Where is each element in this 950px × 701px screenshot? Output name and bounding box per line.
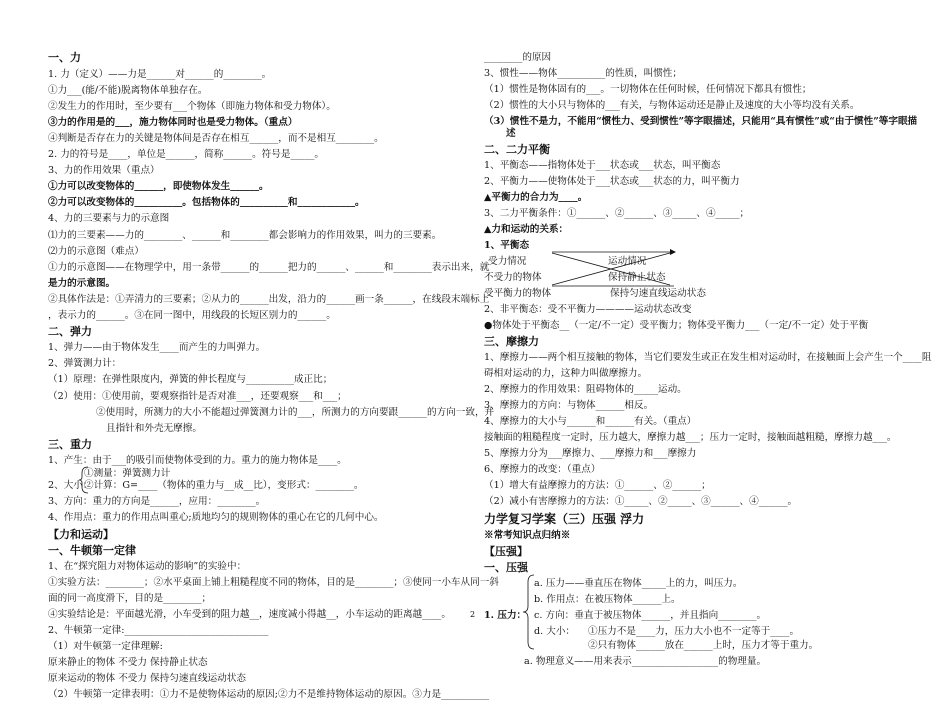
text-line: 1. 压力：	[484, 610, 527, 621]
text-line: 3、二力平衡条件：①______、②______、③_____、④_____；	[484, 208, 750, 219]
text-line: ①测量：弹簧测力计	[84, 468, 171, 479]
diagram-label: 受平衡力的物体	[484, 288, 552, 299]
text-line: ①力的示意图——在物理学中，用一条带______的______把力的______、______和________表示出来，就	[48, 262, 490, 273]
text-line: 原来运动的物体 不受力 保持匀速直线运动状态	[48, 673, 246, 684]
text-line: ②具体作法是：①弄清力的三要素；②从力的______出发，沿力的______画一条______，在线段末端标上	[48, 294, 490, 305]
text-line: 1、在“探究阻力对物体运动的影响”的实验中：	[48, 561, 247, 572]
text-line: ⑴力的三要素——力的________、______和________都会影响力的作用效果，叫力的三要素。	[48, 230, 442, 241]
text-line: （2）减小有害摩擦力的方法：①_____、②_____、③______、④______。	[484, 496, 798, 507]
text-line: ①实验方法：________；②水平桌面上铺上粗糙程度不同的物体，目的是________；③使同一小车从同一斜	[48, 577, 499, 588]
text-line: ①压力不是____力，压力大小也不一定等于____。	[588, 626, 800, 637]
text-line: （2）使用：①使用前，要观察指针是否对准___，还要观察___和___；	[48, 391, 347, 402]
text-line: ①力___(能/不能)脱离物体单独存在。	[48, 85, 208, 96]
page-title: 力学复习学案（三）压强 浮力	[484, 512, 645, 526]
brace-icon	[522, 574, 536, 650]
text-line: 且指针和外壳无摩擦。	[106, 423, 202, 434]
text-line: ②计算：G=____（物体的重力与__成__比），变形式：________。	[84, 480, 364, 491]
text-line: 2、弹簧测力计：	[48, 358, 122, 369]
text-line: ※常考知识点归纳※	[484, 530, 571, 541]
text-line: （1）对牛顿第一定律理解:	[48, 641, 163, 652]
section-heading: 【压强】	[484, 545, 528, 558]
text-line: 4、摩擦力的大小与______和______有关。（重点）	[484, 416, 697, 427]
text-line: ▲平衡力的合力为____。	[484, 192, 588, 203]
text-line: 是力的示意图。	[48, 278, 116, 289]
diagram-label: 运动情况	[608, 256, 647, 267]
text-line: 4、力的三要素与力的示意图	[48, 213, 170, 224]
text-line: ⑵力的示意图（难点）	[48, 246, 144, 257]
text-line: 6、摩擦力的改变：（重点）	[484, 464, 601, 475]
text-line: ②力可以改变物体的__________。包括物体的__________和____________。	[48, 197, 365, 208]
text-line: 2、非平衡态：受不平衡力————运动状态改变	[484, 304, 692, 315]
text-line: a. 压力——垂直压在物体_____上的力，叫压力。	[534, 578, 743, 589]
text-line: c. 方向：垂直于被压物体______，并且指向________。	[534, 610, 767, 621]
text-line: ②发生力的作用时，至少要有___个物体（即施力物体和受力物体）。	[48, 101, 336, 112]
text-line: ②只有物体______放在______上时，压力才等于重力。	[588, 640, 819, 651]
section-heading: 三、摩擦力	[484, 335, 539, 348]
text-line: （1）增大有益摩擦力的方法：①______、②______；	[484, 480, 711, 491]
text-line: 1、摩擦力——两个相互接触的物体，当它们要发生或正在发生相对运动时，在接触面上会产生一个____阻	[484, 352, 932, 363]
text-line: 4、作用点：重力的作用点叫重心;质地均匀的规则物体的重心在它的几何中心。	[48, 512, 384, 523]
text-line: （3）惯性不是力，不能用“惯性力、受到惯性”等字眼描述，只能用“具有惯性”或“由于惯性”等字眼描	[484, 116, 918, 127]
text-line: ①力可以改变物体的______，即使物体发生______。	[48, 181, 269, 192]
section-heading: 【力和运动】	[48, 528, 114, 541]
text-line: 面的同一高度滑下，目的是________；	[48, 593, 212, 604]
force-motion-diagram	[484, 245, 704, 290]
text-line: 3、方向：重力的方向是______，应用：________。	[48, 496, 266, 507]
diagram-label: 保持匀速直线运动状态	[610, 288, 706, 299]
text-line: 3、惯性——物体__________的性质，叫惯性；	[484, 68, 682, 79]
text-line: ________的原因	[484, 52, 552, 63]
text-line: d. 大小：	[534, 626, 576, 637]
text-line: 1、弹力——由于物体发生____而产生的力叫弹力。	[48, 342, 266, 353]
diagram-label: 受力情况	[488, 256, 527, 267]
section-heading: 一、力	[48, 51, 81, 64]
text-line: 碍相对运动的力，这种力叫做摩擦力。	[484, 368, 648, 379]
text-line: 2、摩擦力的作用效果：阻碍物体的_____运动。	[484, 384, 687, 395]
text-line: b. 作用点：在被压物体______上。	[534, 594, 681, 605]
text-line: 接触面的粗糙程度一定时，压力越大，摩擦力越___；压力一定时，接触面越粗糙，摩擦力越___。	[484, 432, 897, 443]
text-line: （2）惯性的大小只与物体的___有关，与物体运动还是静止及速度的大小等均没有关系。	[484, 100, 860, 111]
text-line: 2、平衡力——使物体处于___状态或___状态的力，叫平衡力	[484, 176, 740, 187]
section-heading: 一、牛顿第一定律	[48, 544, 136, 557]
page-number: 2	[470, 610, 476, 619]
text-line: 1、平衡态——指物体处于___状态或___状态，叫平衡态	[484, 160, 721, 171]
text-line: 述	[506, 128, 516, 139]
brace-icon	[78, 466, 90, 494]
text-line: a. 物理意义——用来表示__________________的物理量。	[524, 656, 767, 667]
text-line: 2、牛顿第一定律:______________________________	[48, 625, 269, 636]
text-line: 1、产生：由于___的吸引而使物体受到的力。重力的施力物体是____。	[48, 455, 347, 466]
section-heading: 二、二力平衡	[484, 143, 550, 156]
text-line: 3、力的作用效果（重点）	[48, 165, 160, 176]
section-heading: 三、重力	[48, 438, 92, 451]
text-line: ④实验结论是：平面越光滑，小车受到的阻力越__，速度减小得越__，小车运动的距离越____。	[48, 609, 451, 620]
text-line: ③力的作用是的___，施力物体同时也是受力物体。（重点）	[48, 117, 298, 128]
text-line: ●物体处于平衡态__（一定/不一定）受平衡力；物体受平衡力___（一定/不一定）处于平衡	[484, 320, 869, 331]
section-heading: 二、弹力	[48, 325, 92, 338]
text-line: 5、摩擦力分为___摩擦力、___摩擦力和___摩擦力	[484, 448, 697, 459]
text-line: ▲力和运动的关系：	[484, 224, 569, 235]
text-line: （1）惯性是物体固有的___。一切物体在任何时候，任何情况下都具有惯性；	[484, 84, 812, 95]
text-line: 3、摩擦力的方向：与物体______相反。	[484, 400, 654, 411]
section-heading: 一、压强	[484, 561, 528, 574]
text-line: 1. 力（定义）——力是______对______的________。	[48, 69, 272, 80]
text-line: 2、大小：	[48, 480, 93, 491]
text-line: ④判断是否存在力的关键是物体间是否存在相互______，而不是相互________。	[48, 133, 384, 144]
diagram-label: 保持静止状态	[608, 272, 666, 283]
text-line: 2. 力的符号是____，单位是______，简称______。符号是_____。	[48, 149, 325, 160]
text-line: ，表示力的______。③在同一图中，用线段的长短区别力的______。	[48, 310, 336, 321]
text-line: 原来静止的物体 不受力 保持静止状态	[48, 657, 208, 668]
text-line: （1）原理：在弹性限度内，弹簧的伸长程度与__________成正比；	[48, 374, 333, 385]
text-line: 1、平衡态	[484, 240, 530, 251]
text-line: （2）牛顿第一定律表明：①力不是使物体运动的原因;②力不是维持物体运动的原因。③力是__________	[48, 689, 490, 700]
text-line: ②使用时，所测力的大小不能超过弹簧测力计的___，所测力的方向要跟______的方向一致，并	[96, 407, 495, 418]
diagram-label: 不受力的物体	[484, 272, 542, 283]
